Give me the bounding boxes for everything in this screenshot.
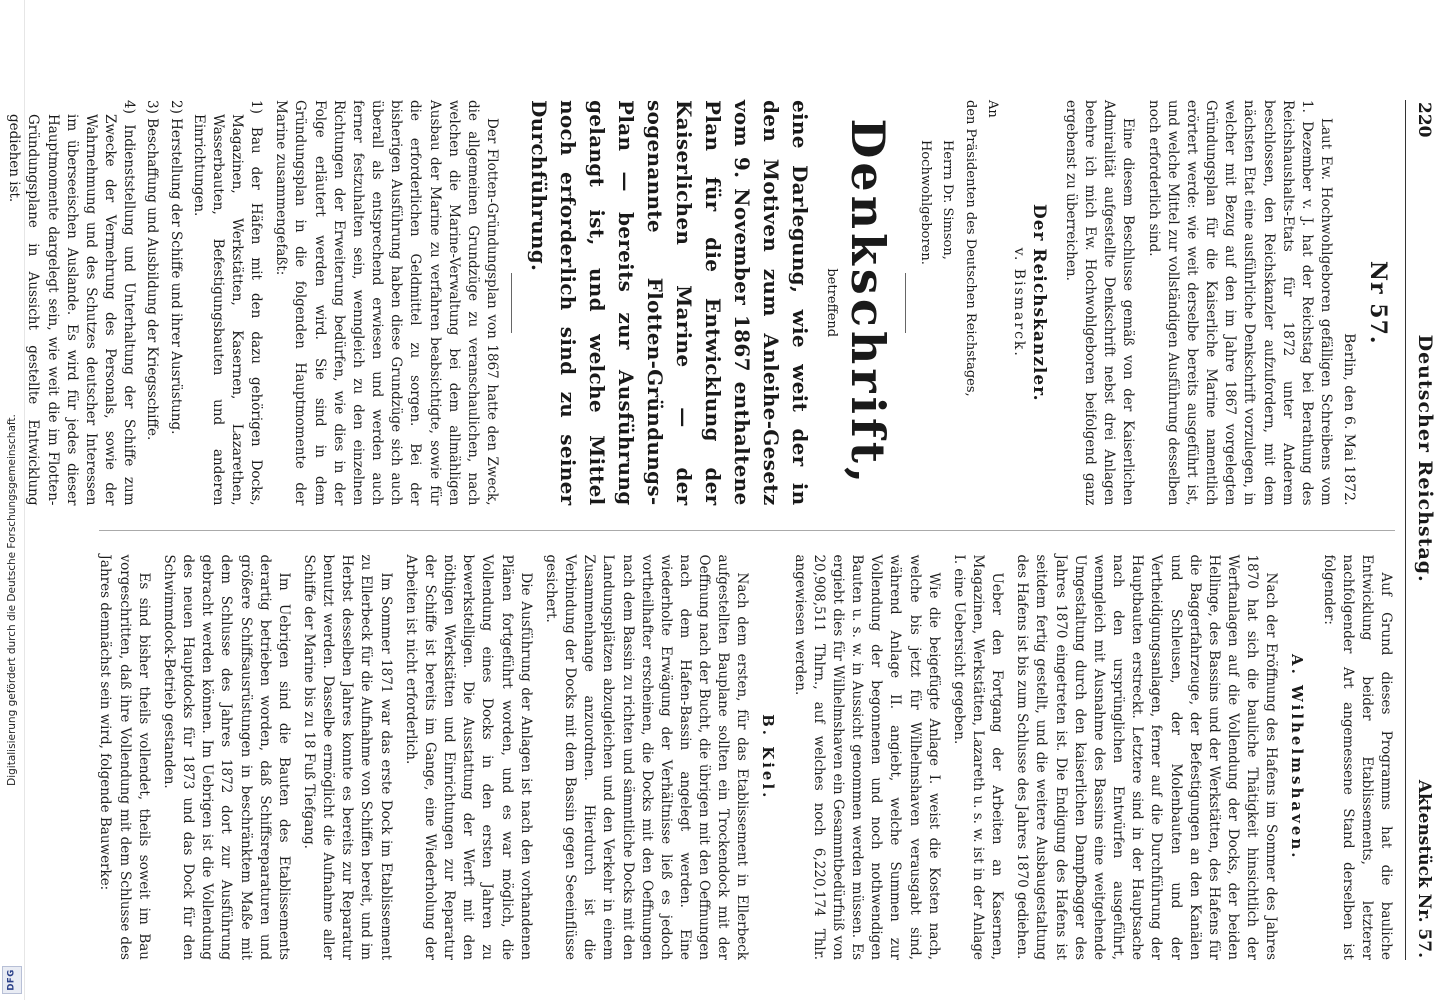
intro-paragraph: Laut Ew. Hochwohlgeboren gefälligen Schreibens vom 1. Dezember v. J. hat der Reichstag bei Berathung des Reichshaushalts-Etats für 1872 unter Anderem beschlossen, den Reichskanzler aufzufordern, mit dem nächsten Etat eine ausführliche Denkschrift vorzulegen, in welcher mit Bezug auf den im Jahre 1867 vorgelegten Gründungsplan für die Kaiserliche Marine namentlich erörtert werde: wie weit derselbe bereits ausgeführt ist, und welche Mittel zur vollständigen Ausführung desselben noch erforderlich sind. [1145, 100, 1334, 506]
flotten-paragraph: Der Flotten-Gründungsplan von 1867 hatte den Zweck, die allgemeinen Grundzüge zu veranschaulichen, nach welchen die Marine-Verwaltung bei dem allmähligen Ausbau der Marine zu verfahren beabsichtigte, sowie für die erforderlichen Geldmittel zu sorgen. Bei der bisherigen Ausführung haben diese Grundzüge sich auch überall als entsprechend erwiesen und werden auch ferner festzuhalten sein, wenngleich zu den einzelnen Richtungen der Erweiterung bedürfen, wie dies in der Folge erläutert werden wird. Sie sind in dem Gründungsplan in die folgenden Hauptmomente der Marine zusammengefaßt: [273, 100, 501, 506]
section-heading-b: B. Kiel. [759, 714, 778, 801]
attachment-number: Aktenstück Nr. 57. [1414, 779, 1434, 958]
address-line-3: Hochwohlgeboren. [918, 140, 934, 265]
section-heading-a: A. Wilhelmshaven. [1288, 653, 1307, 861]
lead-paragraph: eine Darlegung, wie weit der in den Motiven zum Anleihe-Gesetz vom 9. November 1867 enthaltene Plan für die Entwicklung der Kaiserlichen Marine — der sogenannte Flotten-Gründungs-Plan — bereits zur Ausführung gelangt ist, und welche Mittel noch erforderlich sind zu seiner Durchführung. [527, 100, 813, 506]
list-item: 4) Indienststellung und Unterhaltung der Schiffe zum Zwecke der Vermehrung des Personals, sowie der Wahrnehmung und des Schutzes deutscher Interessen im überseeischen Auslande. Es wird für jedes dieser Hauptmomente dargelegt sein, wie weit die im Flotten-Gründungsplane in Aussicht gestellte Entwicklung gediehen ist. [6, 100, 138, 506]
kiel-paragraph: Nach dem ersten, für das Etablissement in Ellerbeck aufgestellten Bauplane sollten ein Trockendock mit der Oeffnung nach der Bucht, die übrigen mit den Oeffnungen nach dem Hafen-Bassin angelegt werden. Eine wiederholte Erwägung der Verhältnisse ließ es jedoch vortheilhafter erscheinen, die Docks mit den Oeffnungen nach dem Bassin zu richten und sämmtliche Docks mit den Landungsplätzen abzugleichen und den Verkehr in einem Zusammenhange anzuordnen. Hierdurch ist die Verbindung der Docks mit dem Bassin gegen Seeeinflüsse gesichert. [542, 554, 751, 960]
dfg-logo [2, 966, 22, 994]
list-item: 2) Herstellung der Schiffe und ihrer Ausrüstung. [167, 100, 184, 435]
signature-name: v. Bismarck. [1010, 247, 1027, 358]
dfg-logo-text: DFG [7, 969, 17, 991]
address-line-1: den Präsidenten des Deutschen Reichstages, [962, 100, 978, 397]
column-rule [99, 530, 1395, 531]
kiel-paragraph-2: Die Ausführung der Anlagen ist nach den vorhandenen Plänen fortgeführt worden, und es war möglich, die Vollendung eines Docks in den ersten Jahren zu bewerkstelligen. Die Ausstattung der Werft mit den nöthigen Werkstätten und Einrichtungen zur Reparatur der Schiffe ist bereits im Gange, eine Wiederholung der Arbeiten ist nicht erforderlich. [402, 554, 534, 960]
kiel-paragraph-5: Es sind bisher theils vollendet, theils soweit im Bau vorgeschritten, daß ihre Vollendung mit dem Schlusse des Jahres demnächst sein wird, folgende Bauwerke: [97, 554, 152, 960]
dateline: Berlin, den 6. Mai 1872. [1341, 333, 1357, 506]
list-item: 1) Bau der Häfen mit den dazu gehörigen Docks, Magazinen, Werkstätten, Kasernen, Lazarethen, Wasserbauten, Befestigungsbauten und anderen Einrichtungen. [190, 100, 265, 506]
right-column [99, 555, 1395, 961]
divider [905, 273, 906, 333]
divider-2 [511, 273, 512, 333]
document-number: Nr 57. [1365, 260, 1391, 345]
wilhelmshaven-paragraph: Nach der Eröffnung des Hafens im Sommer des Jahres 1870 hat sich die bauliche Thätigkeit hinsichtlich der Werftanlagen auf die Vollendung der Docks, der beiden Hellinge, des Bassins und der Werkstätten, des Hafens für die Baggerfahrzeuge, der Befestigungen an den Kanälen und Schleusen, der Molenbauten und der Vertheidigungsanlagen, ferner auf die Durchführung der Hauptbauten erstreckt. Letztere sind in der Hauptsache nach den ursprünglichen Entwürfen ausgeführt, wenngleich mit Ausnahme des Bassins eine weitgehende Umgestaltung durch den kaiserlichen Dampfbagger des Jahres 1870 eingetreten ist. Die Endigung des Hafens ist seitdem fertig gestellt, und die weitere Ausbaugestaltung des Hafens ist bis zum Schlusse des Jahres 1870 gediehen. [1014, 554, 1280, 960]
address-line-2: Herrn Dr. Simson, [940, 140, 956, 260]
betreffend-label: betreffend [824, 268, 840, 338]
address-to: An [984, 100, 1000, 118]
page-number: 220 [1414, 102, 1434, 138]
wilhelmshaven-paragraph-3: Wie die beigefügte Anlage I. weist die Kosten nach, welche bis jetzt für Wilhelmshaven verausgabt sind, während Anlage II. angiebt, welche Summen zur Vollendung der begonnenen und noch nothwendigen Bauten u. s. w. in Aussicht genommen werden müssen. Es ergiebt dies für Wilhelmshaven ein Gesammtbedürfniß von 20,908,511 Thlrn., auf welches noch 6,220,174 Thlr. angewiesen werden. [791, 554, 942, 960]
ad1-paragraph-2: Auf Grund dieses Programms hat die bauliche Entwicklung beider Etablissements, letzterer nachfolgender Art angemessene Stand derselben ist folgender: [1320, 554, 1394, 960]
digitization-notice: Digitalisierung gefördert durch die Deutsche Forschungsgemeinschaft. [6, 414, 18, 786]
page-header [1405, 100, 1436, 960]
left-column [6, 100, 1395, 506]
kiel-paragraph-3: Im Sommer 1871 war das erste Dock im Etablissement zu Ellerbeck für die Aufnahme von Schiffen bereit, und im Herbst desselben Jahres konnte es bereits zur Reparatur benutzt werden. Dasselbe ermöglicht die Aufnahme aller Schiffe der Marine bis zu 18 Fuß Tiefgang. [301, 554, 394, 960]
wilhelmshaven-paragraph-2: Ueber den Fortgang der Arbeiten an Kasernen, Magazinen, Werkstätten, Lazareth u. s. w. ist in der Anlage I. eine Uebersicht gegeben. [950, 554, 1006, 960]
document-title: Denkschrift, [841, 118, 896, 488]
signature-title: Der Reichskanzler. [1028, 203, 1049, 402]
publication-title: Deutscher Reichstag. [1414, 334, 1436, 583]
intro-paragraph-2: Eine diesem Beschlusse gemäß von der Kaiserlichen Admiralität aufgestellte Denkschrift nebst drei Anlagen beehre ich mich Ew. Hochwohlgeboren beifolgend ganz ergebenst zu überreichen. [1062, 100, 1137, 506]
list-item: 3) Beschaffung und Ausbildung der Kriegsschiffe. [144, 100, 161, 441]
kiel-paragraph-4: Im Uebrigen sind die Bauten des Etablissements derartig betrieben worden, daß Schiffsreparaturen und größere Schiffsausrüstungen in beschränktem Maße mit dem Schlusse des Jahres 1872 dort zur Ausführung gebracht werden können. Im Uebrigen ist die Vollendung des neuen Hauptdocks für 1873 und das Dock für den Schwimmdock-Betrieb gestanden. [160, 554, 292, 960]
